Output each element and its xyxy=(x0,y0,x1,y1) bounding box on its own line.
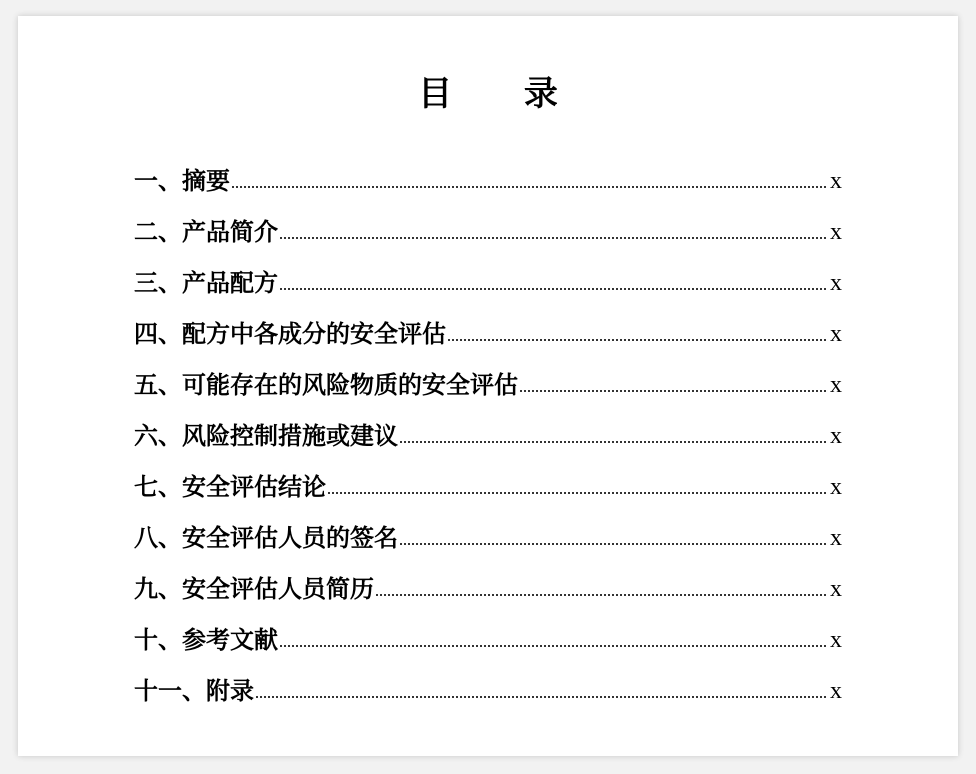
toc-entry xyxy=(134,252,842,303)
toc-entry-label: 八、安全评估人员的签名 xyxy=(134,523,398,552)
toc-dot-leader xyxy=(520,390,826,392)
toc-entry-page: x xyxy=(830,576,842,602)
toc-entry-page: x xyxy=(830,678,842,704)
toc-entry-label: 三、产品配方 xyxy=(134,268,278,297)
toc-dot-leader xyxy=(448,339,826,341)
toc-entry-page: x xyxy=(830,372,842,398)
toc-title: 目 录 xyxy=(418,74,588,114)
toc-dot-leader xyxy=(280,645,826,647)
toc-entry-page: x xyxy=(830,168,842,194)
toc-dot-leader xyxy=(232,186,826,188)
toc-entry-page: x xyxy=(830,423,842,449)
toc-dot-leader xyxy=(376,594,826,596)
toc-entry-page: x xyxy=(830,525,842,551)
toc-entry xyxy=(134,150,842,201)
toc-dot-leader xyxy=(256,696,826,698)
toc-entry-label: 二、产品简介 xyxy=(134,217,278,246)
document-page xyxy=(18,16,958,756)
toc-entry-label: 九、安全评估人员简历 xyxy=(134,574,374,603)
toc-entry-label: 一、摘要 xyxy=(134,166,230,195)
toc-entry xyxy=(134,609,842,660)
toc-entry xyxy=(134,507,842,558)
toc-entry-label: 十、参考文献 xyxy=(134,625,278,654)
toc-entry-label: 六、风险控制措施或建议 xyxy=(134,421,398,450)
toc-entry xyxy=(134,354,842,405)
table-of-contents xyxy=(134,150,842,711)
toc-entry-page: x xyxy=(830,474,842,500)
toc-dot-leader xyxy=(328,492,826,494)
toc-entry-label: 五、可能存在的风险物质的安全评估 xyxy=(134,370,518,399)
toc-entry-page: x xyxy=(830,321,842,347)
toc-dot-leader xyxy=(400,543,826,545)
toc-entry xyxy=(134,201,842,252)
toc-entry-label: 七、安全评估结论 xyxy=(134,472,326,501)
toc-dot-leader xyxy=(280,288,826,290)
toc-entry-page: x xyxy=(830,270,842,296)
toc-entry xyxy=(134,558,842,609)
toc-entry xyxy=(134,456,842,507)
toc-entry xyxy=(134,303,842,354)
toc-entry xyxy=(134,405,842,456)
toc-dot-leader xyxy=(280,237,826,239)
toc-entry-label: 十一、附录 xyxy=(134,676,254,705)
toc-dot-leader xyxy=(400,441,826,443)
toc-entry-label: 四、配方中各成分的安全评估 xyxy=(134,319,446,348)
toc-entry-page: x xyxy=(830,627,842,653)
toc-entry-page: x xyxy=(830,219,842,245)
toc-entry xyxy=(134,660,842,711)
